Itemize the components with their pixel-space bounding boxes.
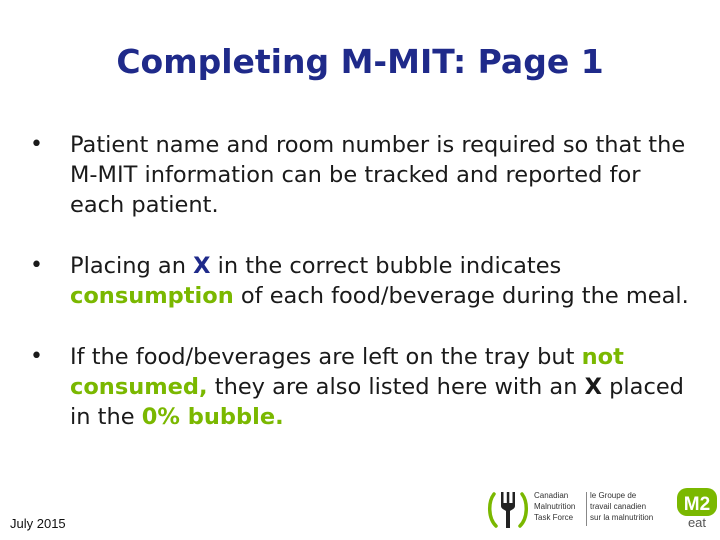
highlight-not-consumed: not consumed, bbox=[70, 344, 624, 400]
slide-title: Completing M-MIT: Page 1 bbox=[116, 42, 604, 81]
bullet-dot-icon: • bbox=[30, 253, 43, 278]
bullet-dot-icon: • bbox=[30, 132, 43, 157]
logo-divider bbox=[586, 492, 587, 526]
highlight-x: X bbox=[584, 374, 602, 400]
bullet-text: they are also listed here with an bbox=[207, 374, 585, 400]
footer-date: July 2015 bbox=[10, 516, 66, 531]
bullet-dot-icon: • bbox=[30, 344, 43, 369]
bullet-text: of each food/beverage during the meal. bbox=[233, 283, 689, 309]
bullet-text: Placing an bbox=[70, 253, 194, 279]
svg-text:M2: M2 bbox=[683, 494, 711, 515]
bullet-item bbox=[30, 130, 690, 220]
bullet-list bbox=[30, 130, 690, 463]
bullet-item bbox=[30, 342, 690, 432]
cmtf-logo bbox=[486, 488, 676, 532]
bullet-text: placed in the bbox=[70, 374, 684, 430]
cmtf-en-text: Canadian Malnutrition Task Force bbox=[534, 491, 576, 522]
bullet-text: If the food/beverages are left on the tray but bbox=[70, 344, 582, 370]
bullet-text: Patient name and room number is required so that the M-MIT information can be tracked and reported for each patient. bbox=[70, 132, 686, 218]
m2eat-logo bbox=[676, 486, 718, 530]
bullet-text: in the correct bubble indicates bbox=[210, 253, 562, 279]
fork-icon bbox=[486, 488, 530, 532]
cmtf-fr-text: le Groupe de travail canadien sur la malnutrition bbox=[590, 491, 654, 522]
svg-text:eat: eat bbox=[687, 515, 707, 530]
bullet-item bbox=[30, 251, 690, 311]
highlight-consumption: consumption bbox=[70, 283, 234, 309]
highlight-zero-bubble: 0% bubble. bbox=[141, 404, 284, 430]
highlight-x: X bbox=[193, 253, 211, 279]
